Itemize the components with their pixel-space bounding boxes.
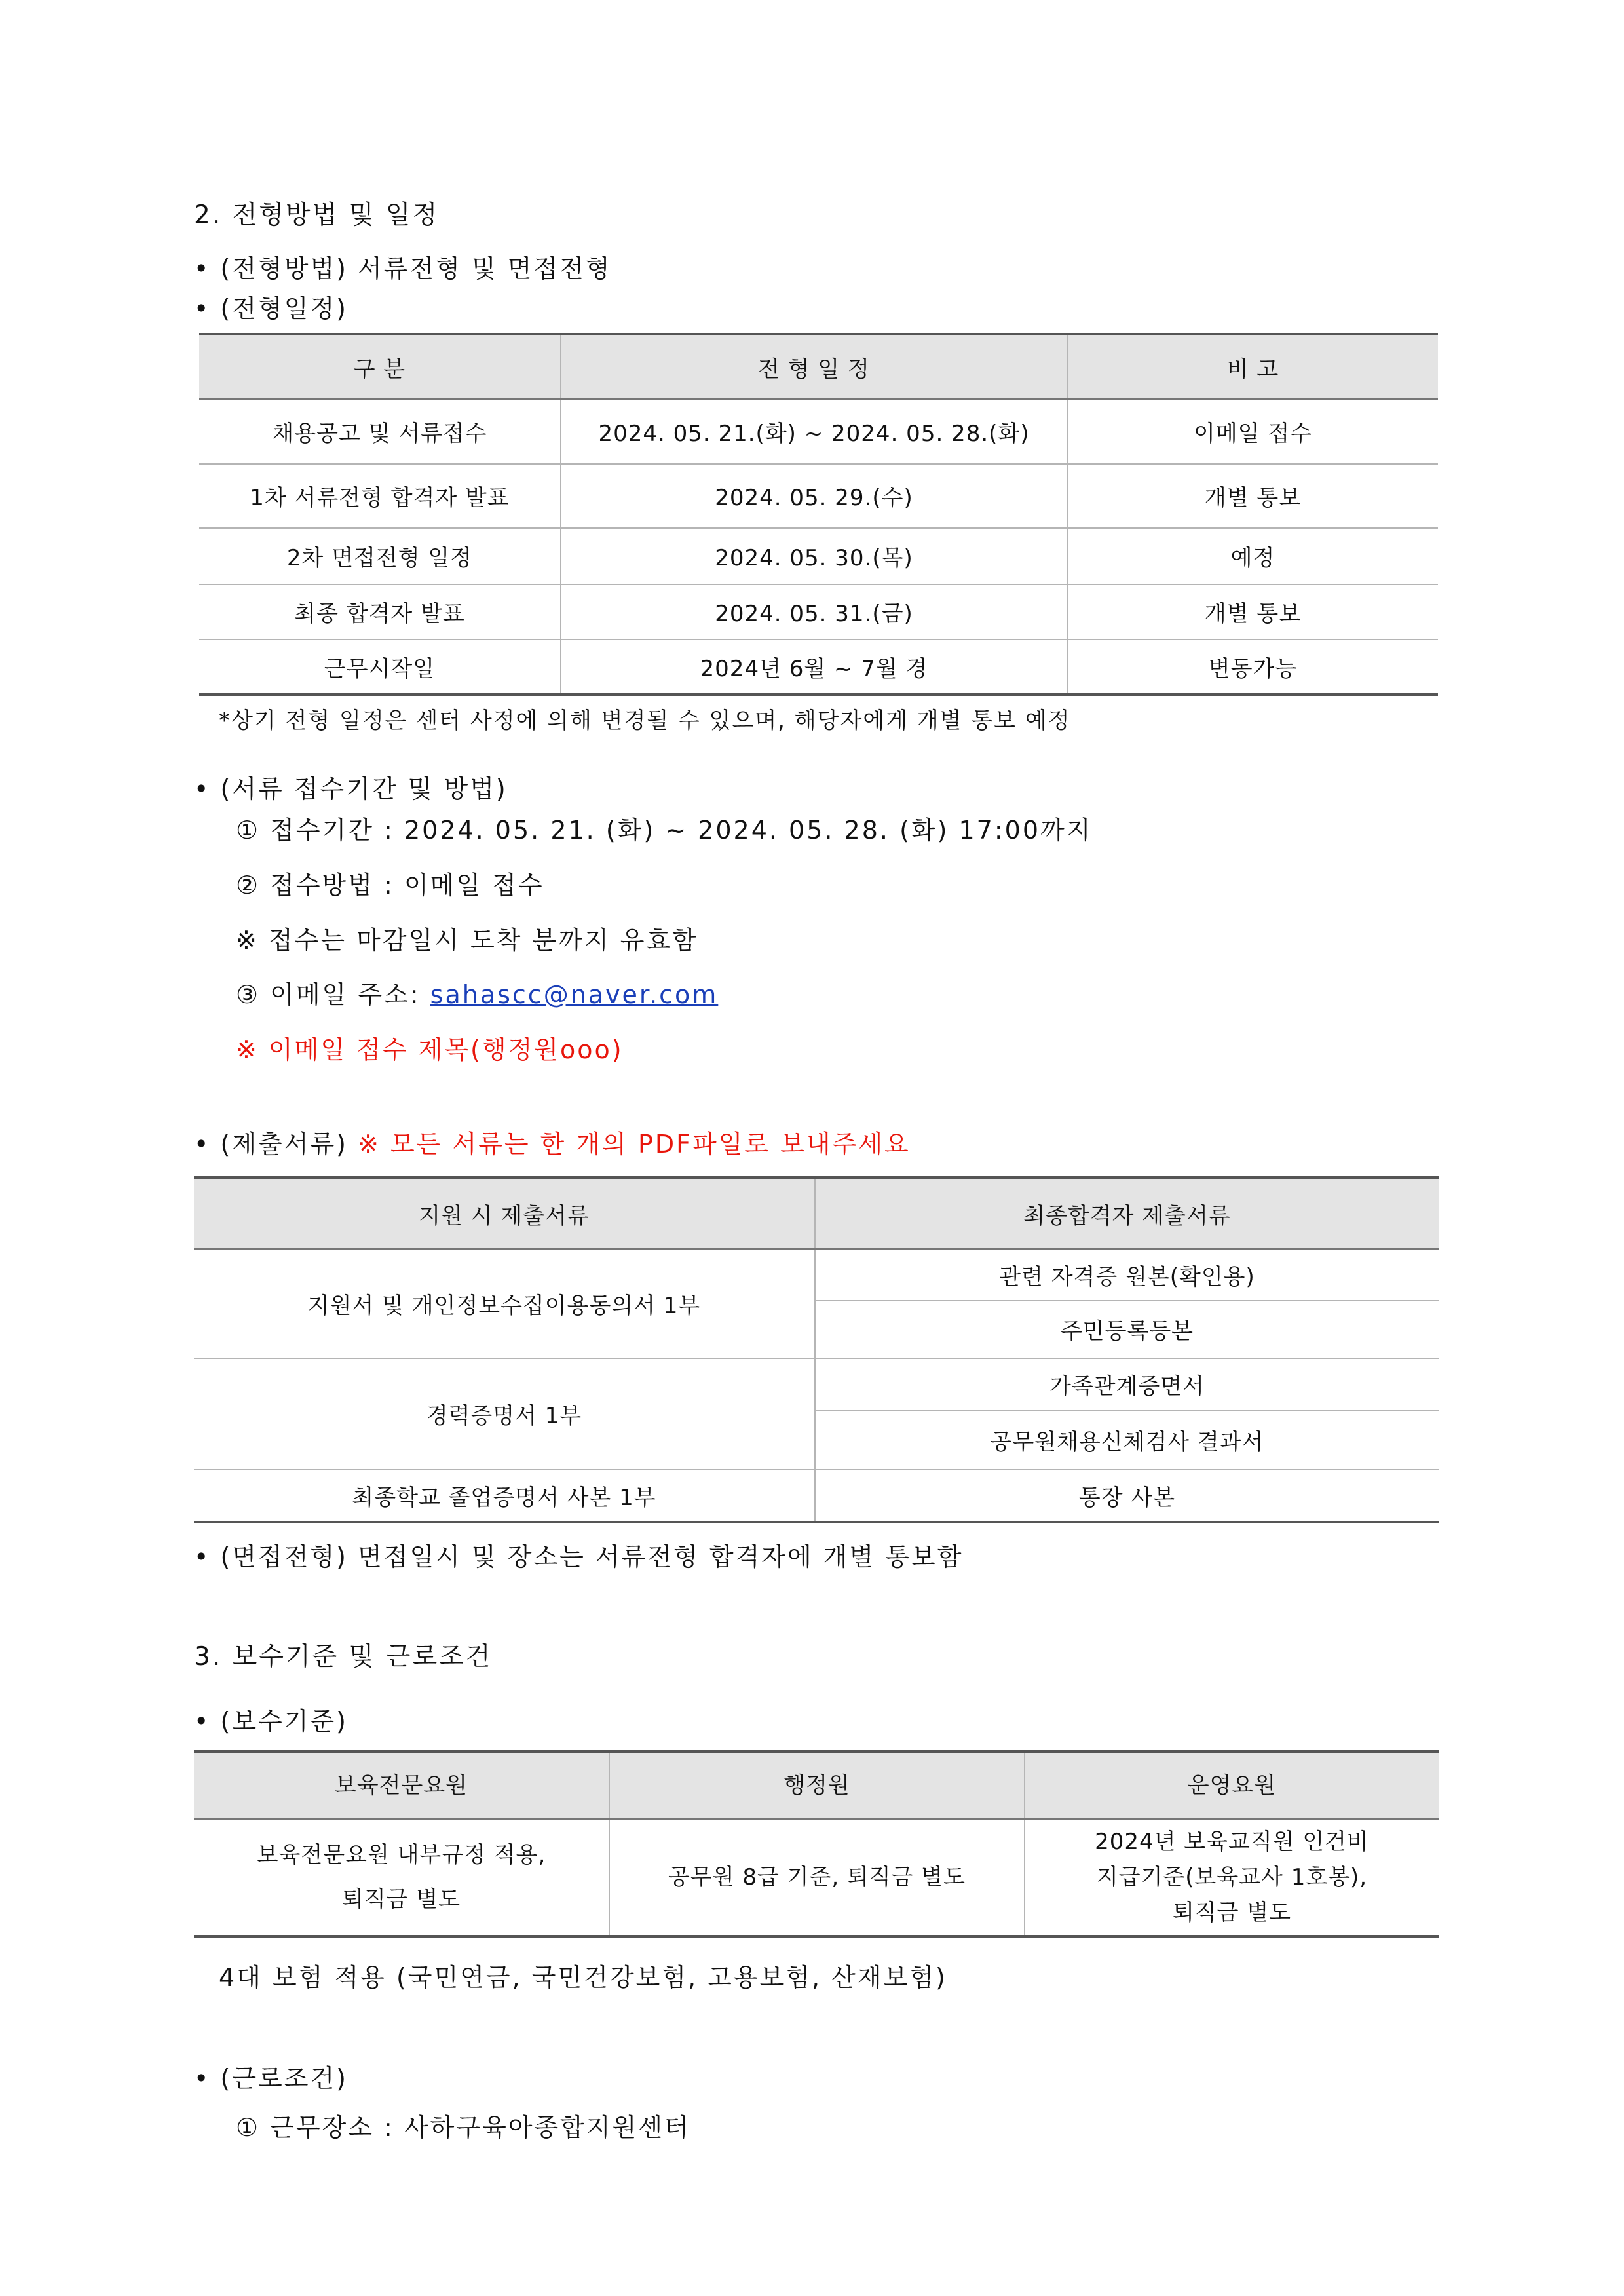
table-row	[194, 1820, 1439, 1936]
header-schedule: 전 형 일 정	[561, 334, 1067, 400]
table-row	[199, 584, 1438, 640]
cell-category: 2차 면접전형 일정	[199, 528, 561, 584]
section-3-title: 3. 보수기준 및 근로조건	[194, 1642, 493, 1672]
cell-date: 2024년 6월 ~ 7월 경	[561, 640, 1067, 695]
insurance-note: 4대 보험 적용 (국민연금, 국민건강보험, 고용보험, 산재보험)	[219, 1963, 947, 1992]
header-apply-docs: 지원 시 제출서류	[194, 1177, 815, 1250]
email-line	[236, 979, 718, 1010]
cell-line: 퇴직금 별도	[341, 1886, 461, 1913]
documents-table	[194, 1176, 1439, 1523]
cell-final-doc: 공무원채용신체검사 결과서	[815, 1411, 1439, 1470]
salary-label: • (보수기준)	[194, 1707, 348, 1736]
cell-remarks: 개별 통보	[1067, 464, 1438, 528]
table-row	[199, 464, 1438, 528]
cell-date: 2024. 05. 30.(목)	[561, 528, 1067, 584]
cell-line: 퇴직금 별도	[1172, 1900, 1292, 1926]
header-remarks: 비 고	[1067, 334, 1438, 400]
cell-category: 1차 서류전형 합격자 발표	[199, 464, 561, 528]
cell-final-doc: 주민등록등본	[815, 1301, 1439, 1358]
deadline-note: ※ 접수는 마감일시 도착 분까지 유효함	[236, 926, 698, 955]
cell-line: 지급기준(보육교사 1호봉),	[1096, 1864, 1368, 1891]
header-final-docs: 최종합격자 제출서류	[815, 1177, 1439, 1250]
email-link[interactable]: sahascc@naver.com	[430, 980, 719, 1009]
header-administrator: 행정원	[609, 1751, 1025, 1820]
schedule-label: • (전형일정)	[194, 294, 348, 323]
cell-remarks: 이메일 접수	[1067, 400, 1438, 464]
submission-method: ② 접수방법 : 이메일 접수	[236, 871, 544, 900]
cell-remarks: 변동가능	[1067, 640, 1438, 695]
cell-category: 근무시작일	[324, 655, 436, 682]
cell-date: 2024. 05. 21.(화) ~ 2024. 05. 28.(화)	[561, 400, 1067, 464]
work-place: ① 근무장소 : 사하구육아종합지원센터	[236, 2113, 690, 2142]
documents-label: • (제출서류)	[194, 1130, 358, 1158]
cell-operations-staff-pay	[1025, 1820, 1439, 1936]
cell-final-doc: 통장 사본	[815, 1470, 1439, 1522]
cell-remarks: 예정	[1067, 528, 1438, 584]
email-label: ③ 이메일 주소:	[236, 980, 430, 1009]
cell-line: 2024년 보육교직원 인건비	[1095, 1829, 1369, 1856]
table-row	[199, 400, 1438, 464]
header-category: 구 분	[199, 334, 561, 400]
documents-header-row	[194, 1177, 1439, 1250]
cell-remarks: 개별 통보	[1067, 584, 1438, 640]
schedule-note: *상기 전형 일정은 센터 사정에 의해 변경될 수 있으며, 해당자에게 개별 통보 예정	[219, 708, 1071, 734]
documents-line	[194, 1128, 911, 1160]
interview-note: • (면접전형) 면접일시 및 장소는 서류전형 합격자에 개별 통보함	[194, 1542, 964, 1571]
table-row	[199, 640, 1438, 695]
cell-category: 최종 합격자 발표	[199, 584, 561, 640]
cell-final-doc: 관련 자격증 원본(확인용)	[815, 1250, 1439, 1301]
table-row	[194, 1358, 1439, 1411]
header-operations-staff: 운영요원	[1025, 1751, 1439, 1820]
cell-administrator-pay	[609, 1820, 1025, 1936]
cell-line: 공무원 8급 기준, 퇴직금 별도	[668, 1864, 966, 1891]
cell-final-doc: 가족관계증면서	[815, 1358, 1439, 1411]
documents-note: ※ 모든 서류는 한 개의 PDF파일로 보내주세요	[358, 1130, 911, 1158]
header-childcare-specialist: 보육전문요원	[194, 1751, 609, 1820]
salary-table	[194, 1750, 1439, 1938]
work-conditions-label: • (근로조건)	[194, 2064, 348, 2093]
schedule-header-row	[199, 334, 1438, 400]
cell-childcare-specialist-pay	[194, 1820, 609, 1936]
cell-apply-doc: 지원서 및 개인정보수집이용동의서 1부	[194, 1250, 815, 1358]
cell-category: 채용공고 및 서류접수	[199, 400, 561, 464]
cell-apply-doc: 경력증명서 1부	[194, 1358, 815, 1470]
section-2-title: 2. 전형방법 및 일정	[194, 201, 440, 230]
table-row	[194, 1250, 1439, 1301]
screening-method: • (전형방법) 서류전형 및 면접전형	[194, 254, 612, 283]
cell-line: 보육전문요원 내부규정 적용,	[256, 1842, 546, 1869]
cell-apply-doc: 최종학교 졸업증명서 사본 1부	[352, 1484, 656, 1511]
cell-date: 2024. 05. 29.(수)	[561, 464, 1067, 528]
table-row	[199, 528, 1438, 584]
submission-label: • (서류 접수기간 및 방법)	[194, 775, 508, 803]
cell-date: 2024. 05. 31.(금)	[561, 584, 1067, 640]
salary-header-row	[194, 1751, 1439, 1820]
submission-period: ① 접수기간 : 2024. 05. 21. (화) ~ 2024. 05. 28. (화) 17:00까지	[236, 816, 1093, 845]
table-row	[194, 1470, 1439, 1522]
email-subject-note: ※ 이메일 접수 제목(행정원ooo)	[236, 1035, 624, 1064]
schedule-table	[199, 333, 1438, 696]
